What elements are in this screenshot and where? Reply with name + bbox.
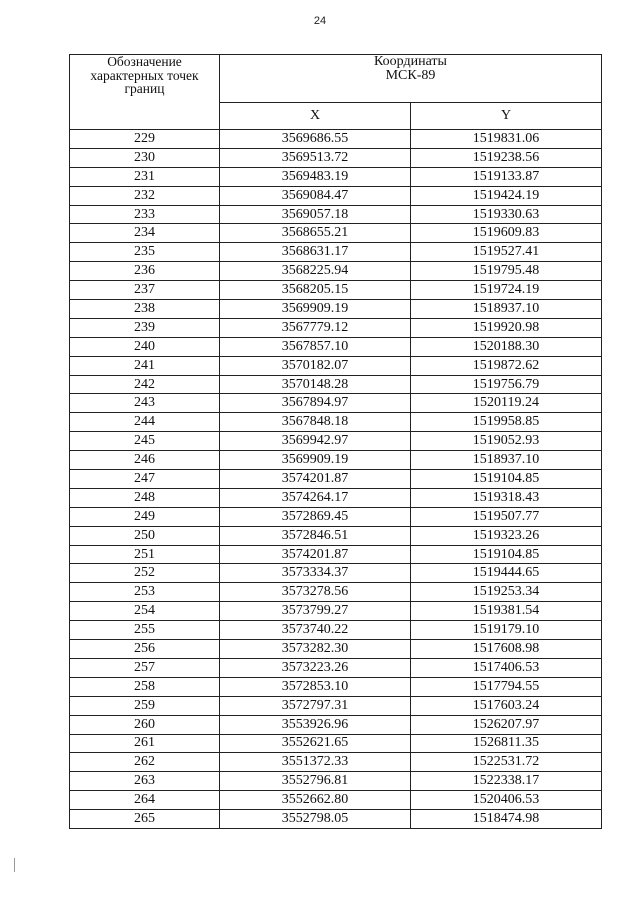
point-id-cell: 248: [70, 488, 220, 507]
x-coordinate-cell: 3569686.55: [220, 130, 411, 149]
point-id-cell: 253: [70, 583, 220, 602]
y-coordinate-cell: 1519330.63: [411, 205, 602, 224]
x-coordinate-cell: 3569084.47: [220, 186, 411, 205]
point-id-cell: 249: [70, 507, 220, 526]
y-coordinate-cell: 1519872.62: [411, 356, 602, 375]
y-coordinate-cell: 1519958.85: [411, 413, 602, 432]
point-id-cell: 256: [70, 640, 220, 659]
table-body: [70, 130, 602, 829]
table-row: [70, 167, 602, 186]
x-coordinate-cell: 3572869.45: [220, 507, 411, 526]
table-row: [70, 337, 602, 356]
table-row: [70, 734, 602, 753]
table-row: [70, 432, 602, 451]
table-row: [70, 545, 602, 564]
y-coordinate-cell: 1519507.77: [411, 507, 602, 526]
y-coordinate-cell: 1519831.06: [411, 130, 602, 149]
x-coordinate-cell: 3569483.19: [220, 167, 411, 186]
y-coordinate-cell: 1522531.72: [411, 753, 602, 772]
table-row: [70, 205, 602, 224]
table-row: [70, 602, 602, 621]
y-coordinate-cell: 1519104.85: [411, 470, 602, 489]
table-row: [70, 488, 602, 507]
table-row: [70, 696, 602, 715]
table-row: [70, 658, 602, 677]
table-row: [70, 583, 602, 602]
y-coordinate-cell: 1519795.48: [411, 262, 602, 281]
point-id-cell: 264: [70, 791, 220, 810]
y-coordinate-cell: 1519424.19: [411, 186, 602, 205]
x-coordinate-cell: 3552798.05: [220, 810, 411, 829]
y-coordinate-cell: 1519104.85: [411, 545, 602, 564]
x-coordinate-cell: 3551372.33: [220, 753, 411, 772]
x-coordinate-cell: 3574264.17: [220, 488, 411, 507]
coordinate-system-label: МСК-89: [385, 68, 436, 83]
point-id-cell: 235: [70, 243, 220, 262]
x-coordinate-cell: 3572853.10: [220, 677, 411, 696]
x-coordinate-cell: 3552621.65: [220, 734, 411, 753]
point-id-cell: 247: [70, 470, 220, 489]
y-coordinate-cell: 1522338.17: [411, 772, 602, 791]
y-column-header: Y: [411, 103, 602, 130]
point-id-cell: 259: [70, 696, 220, 715]
x-coordinate-cell: 3569057.18: [220, 205, 411, 224]
table-row: [70, 526, 602, 545]
point-id-cell: 240: [70, 337, 220, 356]
point-id-cell: 244: [70, 413, 220, 432]
table-row: [70, 148, 602, 167]
y-coordinate-cell: 1518474.98: [411, 810, 602, 829]
point-id-cell: 257: [70, 658, 220, 677]
point-id-cell: 241: [70, 356, 220, 375]
x-column-header: X: [220, 103, 411, 130]
x-coordinate-cell: 3573278.56: [220, 583, 411, 602]
table-row: [70, 356, 602, 375]
point-id-cell: 232: [70, 186, 220, 205]
table-row: [70, 300, 602, 319]
y-coordinate-cell: 1519920.98: [411, 318, 602, 337]
y-coordinate-cell: 1526811.35: [411, 734, 602, 753]
table-row: [70, 470, 602, 489]
point-id-cell: 246: [70, 451, 220, 470]
x-coordinate-cell: 3567779.12: [220, 318, 411, 337]
table-row: [70, 753, 602, 772]
y-coordinate-cell: 1526207.97: [411, 715, 602, 734]
point-id-cell: 260: [70, 715, 220, 734]
x-coordinate-cell: 3569942.97: [220, 432, 411, 451]
table-row: [70, 715, 602, 734]
page-number: 24: [313, 15, 327, 27]
table-row: [70, 810, 602, 829]
y-coordinate-cell: 1518937.10: [411, 300, 602, 319]
x-coordinate-cell: 3573799.27: [220, 602, 411, 621]
coordinates-group-header: [220, 55, 602, 103]
y-coordinate-cell: 1517794.55: [411, 677, 602, 696]
y-coordinate-cell: 1517603.24: [411, 696, 602, 715]
y-coordinate-cell: 1520119.24: [411, 394, 602, 413]
point-id-cell: 234: [70, 224, 220, 243]
point-id-cell: 243: [70, 394, 220, 413]
x-coordinate-cell: 3569513.72: [220, 148, 411, 167]
table-header: [70, 55, 602, 130]
x-coordinate-cell: 3552796.81: [220, 772, 411, 791]
x-coordinate-cell: 3573740.22: [220, 621, 411, 640]
point-id-cell: 233: [70, 205, 220, 224]
x-coordinate-cell: 3574201.87: [220, 470, 411, 489]
y-coordinate-cell: 1519052.93: [411, 432, 602, 451]
x-coordinate-cell: 3567857.10: [220, 337, 411, 356]
x-coordinate-cell: 3573282.30: [220, 640, 411, 659]
y-coordinate-cell: 1519444.65: [411, 564, 602, 583]
header-row-1: [70, 55, 602, 103]
point-id-cell: 258: [70, 677, 220, 696]
x-coordinate-cell: 3573334.37: [220, 564, 411, 583]
table-row: [70, 243, 602, 262]
point-id-cell: 254: [70, 602, 220, 621]
coordinates-title: Координаты: [374, 54, 447, 69]
table-row: [70, 507, 602, 526]
y-coordinate-cell: 1519179.10: [411, 621, 602, 640]
x-coordinate-cell: 3553926.96: [220, 715, 411, 734]
x-coordinate-cell: 3572797.31: [220, 696, 411, 715]
point-id-cell: 245: [70, 432, 220, 451]
y-coordinate-cell: 1517406.53: [411, 658, 602, 677]
x-coordinate-cell: 3570182.07: [220, 356, 411, 375]
point-id-cell: 229: [70, 130, 220, 149]
point-id-cell: 231: [70, 167, 220, 186]
point-id-cell: 265: [70, 810, 220, 829]
x-coordinate-cell: 3567894.97: [220, 394, 411, 413]
y-coordinate-cell: 1518937.10: [411, 451, 602, 470]
y-coordinate-cell: 1519527.41: [411, 243, 602, 262]
point-id-cell: 255: [70, 621, 220, 640]
table-row: [70, 640, 602, 659]
y-coordinate-cell: 1519756.79: [411, 375, 602, 394]
x-coordinate-cell: 3569909.19: [220, 451, 411, 470]
point-id-cell: 242: [70, 375, 220, 394]
table-row: [70, 621, 602, 640]
table-row: [70, 564, 602, 583]
y-coordinate-cell: 1520406.53: [411, 791, 602, 810]
point-id-cell: 236: [70, 262, 220, 281]
x-coordinate-cell: 3568655.21: [220, 224, 411, 243]
x-coordinate-cell: 3568631.17: [220, 243, 411, 262]
y-coordinate-cell: 1517608.98: [411, 640, 602, 659]
x-coordinate-cell: 3552662.80: [220, 791, 411, 810]
table-row: [70, 186, 602, 205]
y-coordinate-cell: 1519381.54: [411, 602, 602, 621]
table-row: [70, 281, 602, 300]
point-id-cell: 252: [70, 564, 220, 583]
y-coordinate-cell: 1519133.87: [411, 167, 602, 186]
point-id-cell: 261: [70, 734, 220, 753]
table-row: [70, 318, 602, 337]
y-coordinate-cell: 1519238.56: [411, 148, 602, 167]
x-coordinate-cell: 3569909.19: [220, 300, 411, 319]
x-coordinate-cell: 3568205.15: [220, 281, 411, 300]
table-row: [70, 677, 602, 696]
table-row: [70, 772, 602, 791]
point-id-cell: 262: [70, 753, 220, 772]
x-coordinate-cell: 3572846.51: [220, 526, 411, 545]
table-row: [70, 791, 602, 810]
table-row: [70, 130, 602, 149]
table-row: [70, 375, 602, 394]
table-row: [70, 224, 602, 243]
margin-mark: [14, 858, 15, 872]
table-row: [70, 394, 602, 413]
x-coordinate-cell: 3570148.28: [220, 375, 411, 394]
point-id-cell: 251: [70, 545, 220, 564]
x-coordinate-cell: 3574201.87: [220, 545, 411, 564]
point-id-cell: 250: [70, 526, 220, 545]
y-coordinate-cell: 1520188.30: [411, 337, 602, 356]
point-id-cell: 237: [70, 281, 220, 300]
point-id-cell: 230: [70, 148, 220, 167]
point-id-cell: 238: [70, 300, 220, 319]
point-label-header: Обозначение характерных точек границ: [70, 55, 220, 130]
table-row: [70, 413, 602, 432]
table-row: [70, 262, 602, 281]
y-coordinate-cell: 1519253.34: [411, 583, 602, 602]
x-coordinate-cell: 3568225.94: [220, 262, 411, 281]
x-coordinate-cell: 3567848.18: [220, 413, 411, 432]
coordinates-table: [69, 54, 602, 829]
table-row: [70, 451, 602, 470]
point-id-cell: 263: [70, 772, 220, 791]
point-id-cell: 239: [70, 318, 220, 337]
y-coordinate-cell: 1519323.26: [411, 526, 602, 545]
x-coordinate-cell: 3573223.26: [220, 658, 411, 677]
y-coordinate-cell: 1519318.43: [411, 488, 602, 507]
y-coordinate-cell: 1519609.83: [411, 224, 602, 243]
y-coordinate-cell: 1519724.19: [411, 281, 602, 300]
